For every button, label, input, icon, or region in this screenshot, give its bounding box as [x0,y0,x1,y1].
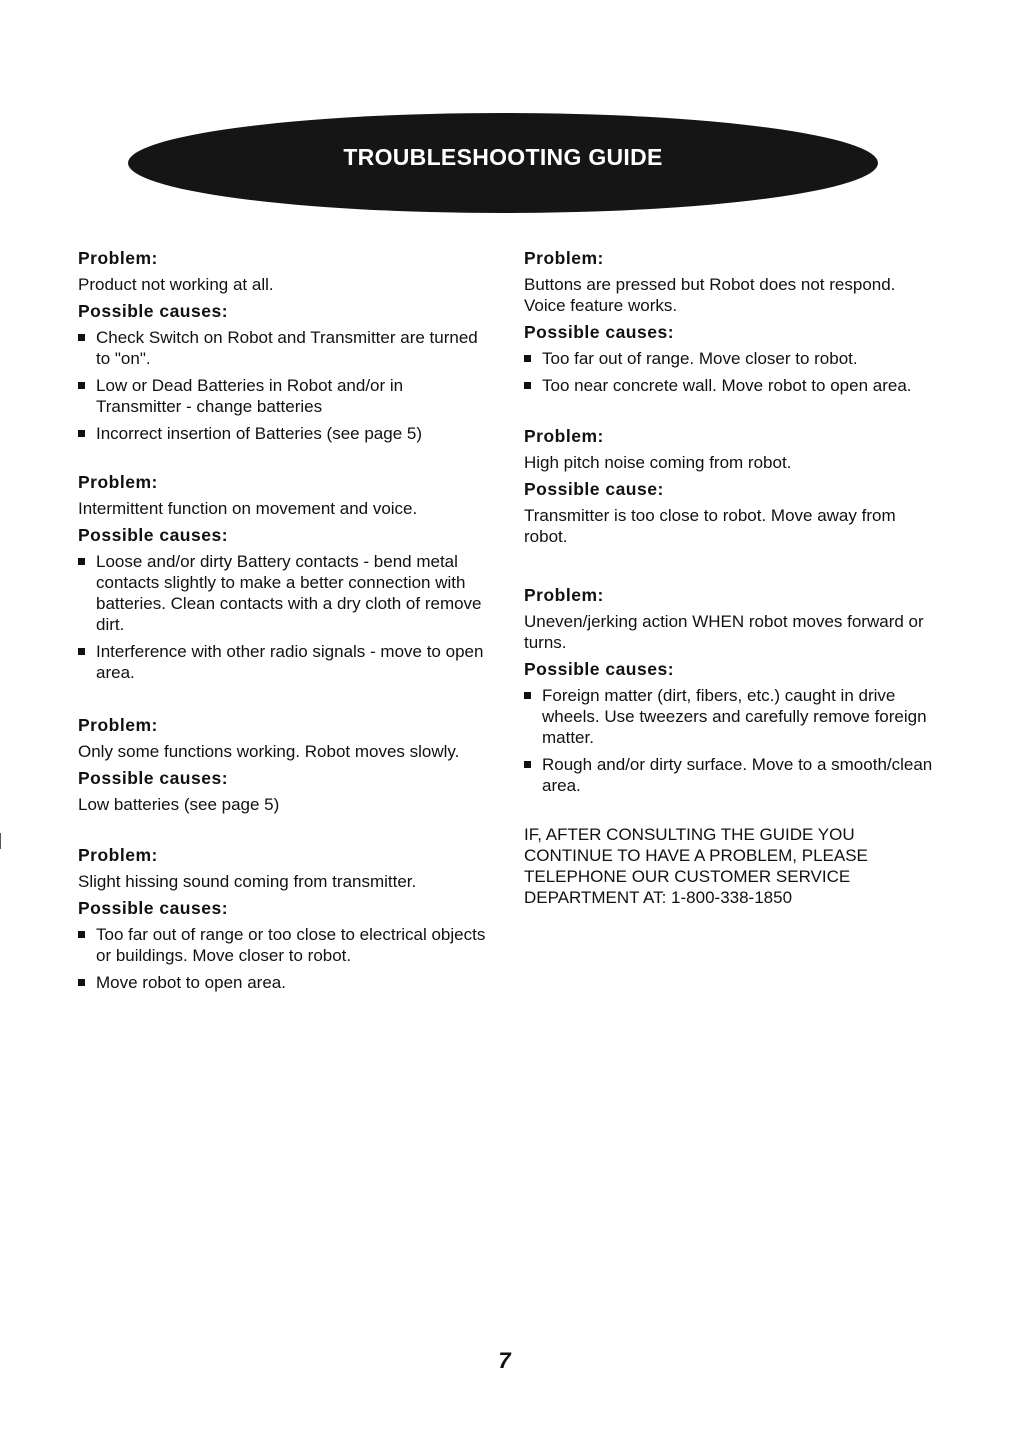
cause-text: Interference with other radio signals - move to open area. [96,642,484,682]
bullet-icon [78,931,85,938]
causes-list [78,327,488,444]
bullet-icon [524,355,531,362]
problem-description: Uneven/jerking action WHEN robot moves forward or turns. [524,612,924,652]
cause-text: Low batteries (see page 5) [78,795,280,814]
causes-label: Possible causes: [524,322,675,342]
cause-item [524,685,936,748]
cause-item [78,327,488,369]
causes-label: Possible causes: [524,659,675,679]
problem-label: Problem: [524,248,604,268]
problem-description: Product not working at all. [78,275,274,294]
scan-edge-mark [0,833,1,849]
cause-item [78,423,488,444]
causes-label: Possible cause: [524,479,664,499]
causes-label: Possible causes: [78,301,229,321]
bullet-icon [78,979,85,986]
problem-label: Problem: [78,845,158,865]
cause-item [524,375,936,396]
bullet-icon [78,382,85,389]
cause-text: Check Switch on Robot and Transmitter are turned to "on". [96,328,478,368]
problem-description: Intermittent function on movement and voice. [78,499,418,518]
cause-item [524,754,936,796]
cause-text: Move robot to open area. [96,973,286,992]
bullet-icon [78,334,85,341]
cause-text: Incorrect insertion of Batteries (see page 5) [96,424,422,443]
problem-section [78,845,488,993]
cause-item [524,348,936,369]
problem-section [78,472,488,683]
left-column [78,248,488,1019]
problem-description: High pitch noise coming from robot. [524,453,792,472]
bullet-icon [524,761,531,768]
right-column [524,248,936,908]
cause-text: Too far out of range. Move closer to robot. [542,349,858,368]
bullet-icon [78,430,85,437]
cause-text: Foreign matter (dirt, fibers, etc.) caught in drive wheels. Use tweezers and carefully remove foreign matter. [542,686,927,747]
bullet-icon [524,692,531,699]
problem-section [524,585,936,796]
causes-list [78,551,488,683]
cause-text: Transmitter is too close to robot. Move away from robot. [524,506,896,546]
bullet-icon [524,382,531,389]
problem-description: Slight hissing sound coming from transmitter. [78,872,417,891]
page-title: TROUBLESHOOTING GUIDE [343,143,663,170]
bullet-icon [78,558,85,565]
cause-item [78,641,488,683]
cause-text: Too far out of range or too close to electrical objects or buildings. Move closer to robot. [96,925,486,965]
causes-list [524,685,936,796]
problem-label: Problem: [524,585,604,605]
problem-label: Problem: [78,472,158,492]
cause-text: Too near concrete wall. Move robot to open area. [542,376,912,395]
cause-item [78,972,488,993]
cause-item [78,924,488,966]
problem-section [78,248,488,444]
problem-label: Problem: [78,248,158,268]
causes-label: Possible causes: [78,768,229,788]
cause-text: Loose and/or dirty Battery contacts - bend metal contacts slightly to make a better connection with batteries. Clean contacts with a dry cloth of remove dirt. [96,552,482,634]
causes-label: Possible causes: [78,898,229,918]
cause-item [78,375,488,417]
cause-item [78,551,488,635]
causes-list [524,348,936,396]
page-number: 7 [498,1348,511,1373]
cause-text: Low or Dead Batteries in Robot and/or in Transmitter - change batteries [96,376,404,416]
problem-description: Buttons are pressed but Robot does not respond. Voice feature works. [524,275,896,315]
cause-text: Rough and/or dirty surface. Move to a smooth/clean area. [542,755,933,795]
bullet-icon [78,648,85,655]
customer-service-notice: IF, AFTER CONSULTING THE GUIDE YOU CONTINUE TO HAVE A PROBLEM, PLEASE TELEPHONE OUR CUSTOMER SERVICE DEPARTMENT AT: 1-800-338-1850 [524,825,868,907]
causes-list [78,924,488,993]
problem-description: Only some functions working. Robot moves slowly. [78,742,460,761]
causes-label: Possible causes: [78,525,229,545]
problem-section [524,248,936,396]
problem-section [524,426,936,547]
problem-label: Problem: [78,715,158,735]
problem-section [78,715,488,815]
problem-label: Problem: [524,426,604,446]
